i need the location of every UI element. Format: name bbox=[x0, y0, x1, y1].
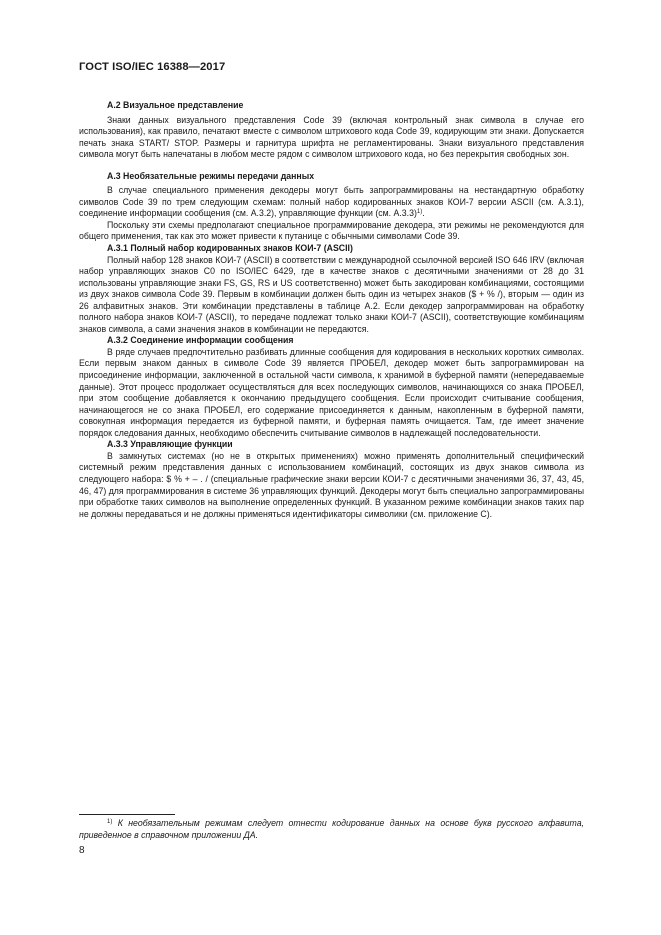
paragraph-a33-1: В замкнутых системах (но не в открытых применениях) можно применять дополнительный специфический системный режим представления данных с использованием комбинаций, состоящих из двух знаков символа из следующего набора: $ % + – . / (специальные графические знаки версии КОИ-7 с десятичными значениями 36, 37, 43, 45, 46, 47) для программирования в системе 36 управляющих функций. Декодеры могут быть специально запрограммированы при обработке таких символов на выполнение определенных функций. В указанном режиме комбинации знаков таких пар не должны передаваться и не должны применяться идентификаторы символики (см. приложение С). bbox=[79, 450, 584, 519]
section-heading-a31: А.3.1 Полный набор кодированных знаков КОИ-7 (ASCII) bbox=[107, 243, 353, 254]
paragraph-a2-1: Знаки данных визуального представления Code 39 (включая контрольный знак символа в случае его использования), как правило, печатают вместе с символом штрихового кода Code 39, кодирующим эти знаки. Допускается печать знака START/ STOP. Размеры и гарнитура шрифта не регламентированы. Знаки визуального представления символа могут быть напечатаны в любом месте рядом с символом штрихового кода, но без перекрытия свободных зон. bbox=[79, 114, 584, 160]
document-header: ГОСТ ISO/IEC 16388—2017 bbox=[79, 61, 226, 73]
paragraph-a31-1: Полный набор 128 знаков КОИ-7 (ASCII) в соответствии с международной ссылочной версией ISO 646 IRV (включая набор управляющих знаков С0 по ISO/IEC 6429, где в качестве знаков с десятичными значениями от 28 до 31 использованы управляющие знаки FS, GS, RS и US соответственно) может быть закодирован комбинациями, состоящими из двух знаков символа Code 39. Первым в комбинации должен быть один из четырех знаков ($ + % /), вторым — один из 26 алфавитных знаков. Эти комбинации представлены в таблице А.2. Если декодер запрограммирован на обработку полного набора знаков КОИ-7 (ASCII), то передаче подлежат только знаки КОИ-7 (ASCII), соответствующие комбинациям знаков символа, а сами значения знаков в комбинации не передаются. bbox=[79, 254, 584, 334]
section-heading-a2: А.2 Визуальное представление bbox=[107, 100, 244, 110]
section-heading-a3: А.3 Необязательные режимы передачи данных bbox=[107, 170, 315, 181]
page-body bbox=[79, 92, 584, 520]
footnote-reference: 1) bbox=[416, 209, 423, 216]
paragraph-a3-2: Поскольку эти схемы предполагают специальное программирование декодера, эти режимы не рекомендуются для общего применения, так как это может привести к путанице с обычными символами Code 39. bbox=[79, 219, 584, 242]
paragraph-a3-1 bbox=[79, 185, 584, 220]
paragraph-a32-1: В ряде случаев предпочтительно разбивать длинные сообщения для кодирования в нескольких коротких символах. Если первым знаком данных в символе Code 39 является ПРОБЕЛ, декодер может быть запрограммирован на присоединение информации, заключенной в остальной части символа, к хранимой в буферной памяти (непередаваемые данные). Этот процесс продолжает осуществляться для всех последующих символов, начинающихся со знака ПРОБЕЛ, при этом сообщение добавляется к окончанию предыдущего сообщения. Если происходит считывание сообщения, начинающегося не со знака ПРОБЕЛ, его содержание присоединяется к данным, накопленным в буферной памяти, совокупная информация передается из буферной памяти, и буферная память очищается. Там, где имеет значение порядок следования данных, необходимо обеспечить считывание символов в надлежащей последовательности. bbox=[79, 346, 584, 438]
footnote-text: К необязательным режимам следует отнести кодирование данных на основе букв русского алфавита, приведенное в справочном приложении ДА. bbox=[79, 818, 584, 840]
footnote-separator bbox=[79, 814, 175, 815]
paragraph-a3-1-text: В случае специального применения декодеры могут быть запрограммированы на нестандартную обработку символов Code 39 по трем следующим схемам: полный набор кодированных знаков КОИ-7 версии ASCII (см. А.3.1), соединение информации сообщения (см. А.3.2), управляющие функции (см. А.3.3) bbox=[79, 185, 584, 219]
section-heading-a32: А.3.2 Соединение информации сообщения bbox=[107, 335, 294, 346]
paragraph-a3-1-end: . bbox=[422, 208, 425, 219]
section-heading-a33: А.3.3 Управляющие функции bbox=[107, 439, 233, 450]
footnote-marker: 1) bbox=[107, 819, 113, 825]
footnote bbox=[79, 817, 584, 841]
page-number: 8 bbox=[79, 845, 85, 856]
